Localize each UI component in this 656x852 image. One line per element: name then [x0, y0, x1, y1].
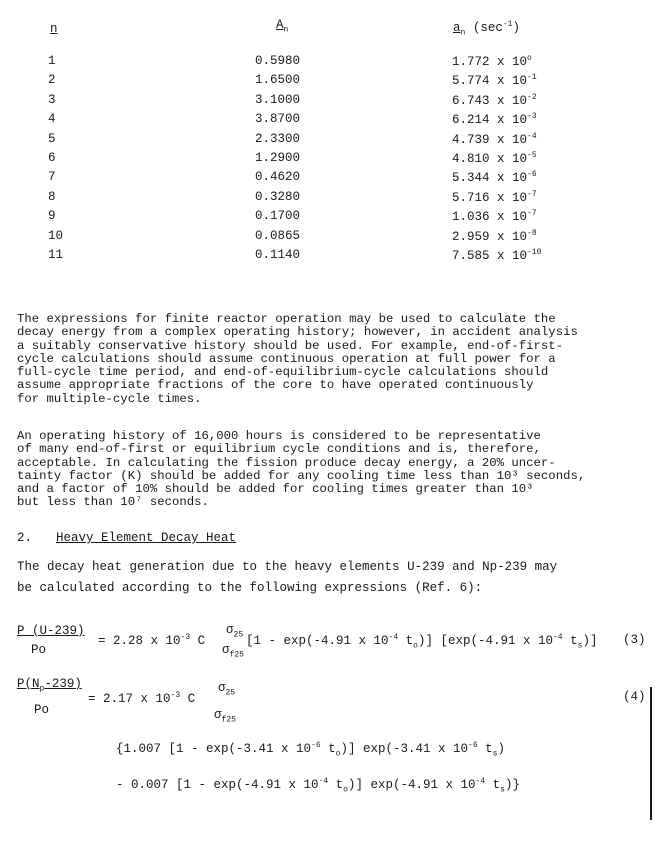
cell-A: 0.1140 — [255, 248, 301, 262]
cell-a: 6.743 x $10^{-2}$ — [452, 92, 537, 108]
cell-a: 1.772 x 10$^o$ — [452, 54, 532, 70]
eq4-line2: {1.007 [1 - exp(-3.41 x $10^{-6}$ $t_o$)] exp(-3.41 x $10^{-6}$ $t_s$) — [116, 741, 505, 759]
cell-a: 2.959 x $10^{-8}$ — [452, 228, 537, 244]
eq3-brackets: [1 - exp(-4.91 x $10^{-4}$ $t_o$)] [exp(-4.91 x $10^{-4}$ $t_s$)] — [246, 633, 598, 651]
cell-A: 1.2900 — [255, 151, 301, 165]
eq4-sigma-den: $\sigma_{f25}$ — [214, 708, 236, 725]
cell-a: 5.774 x $10^{-1}$ — [452, 73, 537, 89]
table-row — [0, 170, 656, 189]
cell-n: 10 — [48, 228, 64, 243]
cell-A: 0.0865 — [255, 228, 301, 243]
cell-n: 5 — [48, 131, 56, 146]
table-row — [0, 151, 656, 170]
table-row — [0, 248, 656, 267]
cell-a: 1.036 x $10^{-7}$ — [452, 209, 537, 225]
margin-bar — [650, 687, 652, 820]
cell-A: 1.6500 — [255, 73, 301, 88]
cell-a: 7.585 x $10^{-10}$ — [452, 248, 542, 264]
cell-a: 4.810 x $10^{-5}$ — [452, 151, 537, 167]
table-row — [0, 93, 656, 112]
cell-n: 8 — [48, 189, 56, 204]
cell-A: 0.4620 — [255, 170, 301, 185]
cell-n: 1 — [48, 54, 56, 68]
eq4-line3: - 0.007 [1 - exp(-4.91 x $10^{-4}$ $t_o$)] exp(-4.91 x $10^{-4}$ $t_s$)} — [116, 777, 520, 795]
eq3-lhs-denominator: Po — [31, 643, 47, 657]
cell-a: 6.214 x $10^{-3}$ — [452, 112, 537, 128]
cell-A: 3.8700 — [255, 112, 301, 127]
eq4-lhs-denominator: Po — [34, 703, 50, 717]
table-row — [0, 190, 656, 209]
paragraph-operating-history: The expressions for finite reactor operation may be used to calculate the decay energy from a complex operating history; however, in accident analysis a suitably conservative history should be used. For example, end-of-first- cycle calculations should assume continuous operation at full power for a full-cycle time period, and end-of-equilibrium-cycle calculations should assume appropriate fractions of the core to have operated continuously for multiple-cycle times. — [17, 312, 578, 406]
cell-n: 4 — [48, 112, 56, 127]
table-row — [0, 112, 656, 131]
eq4-label: (4) — [623, 690, 646, 704]
header-n: n — [50, 22, 58, 36]
eq4-coefficient: = 2.17 x $10^{-3}$ C — [88, 691, 196, 707]
table-row — [0, 54, 656, 73]
cell-A: 0.3280 — [255, 189, 301, 204]
section-heading: 2. Heavy Element Decay Heat — [17, 531, 237, 545]
eq3-sigma-num: $\sigma_{25}$ — [226, 623, 244, 640]
eq3-coefficient: = 2.28 x $10^{-3}$ C — [98, 633, 206, 649]
cell-n: 9 — [48, 209, 56, 224]
eq4-sigma-num: $\sigma_{25}$ — [218, 681, 236, 698]
table-row — [0, 73, 656, 92]
cell-n: 3 — [48, 92, 56, 107]
table-row — [0, 209, 656, 228]
table-row — [0, 229, 656, 248]
paragraph-uncertainty: An operating history of 16,000 hours is considered to be representative of many end-of-first or equilibrium cycle conditions and is, therefore, acceptable. In calculating the fission produce decay energy, a 20% uncer- tainty factor (K) should be added for any cooling time less than 10³ seconds, and a factor of 10% should be added for cooling times greater than 10³ but less than 10⁷ seconds. — [17, 429, 586, 510]
cell-A: 0.5980 — [255, 54, 301, 68]
paragraph-heavy-elements: The decay heat generation due to the heavy elements U-239 and Np-239 may be calculated according to the following expressions (Ref. 6): — [17, 560, 558, 595]
cell-n: 2 — [48, 73, 56, 88]
cell-A: 3.1000 — [255, 92, 301, 107]
cell-a: 5.344 x $10^{-6}$ — [452, 170, 537, 186]
eq3-sigma-den: $\sigma_{f25}$ — [222, 643, 244, 660]
cell-A: 2.3300 — [255, 131, 301, 146]
cell-n: 7 — [48, 170, 56, 185]
table-row — [0, 132, 656, 151]
cell-A: 0.1700 — [255, 209, 301, 224]
eq3-lhs-numerator: P (U-239) — [17, 624, 85, 638]
cell-a: 5.716 x $10^{-7}$ — [452, 189, 537, 205]
cell-n: 11 — [48, 248, 64, 262]
header-A: $A_n$ — [276, 18, 289, 35]
cell-a: 4.739 x $10^{-4}$ — [452, 131, 537, 147]
eq4-lhs-numerator: $P(N_p-239)$ — [17, 677, 82, 694]
header-a: $a_n$ $(\sec^{-1})$ — [453, 20, 520, 38]
cell-n: 6 — [48, 151, 56, 165]
eq3-label: (3) — [623, 633, 646, 647]
